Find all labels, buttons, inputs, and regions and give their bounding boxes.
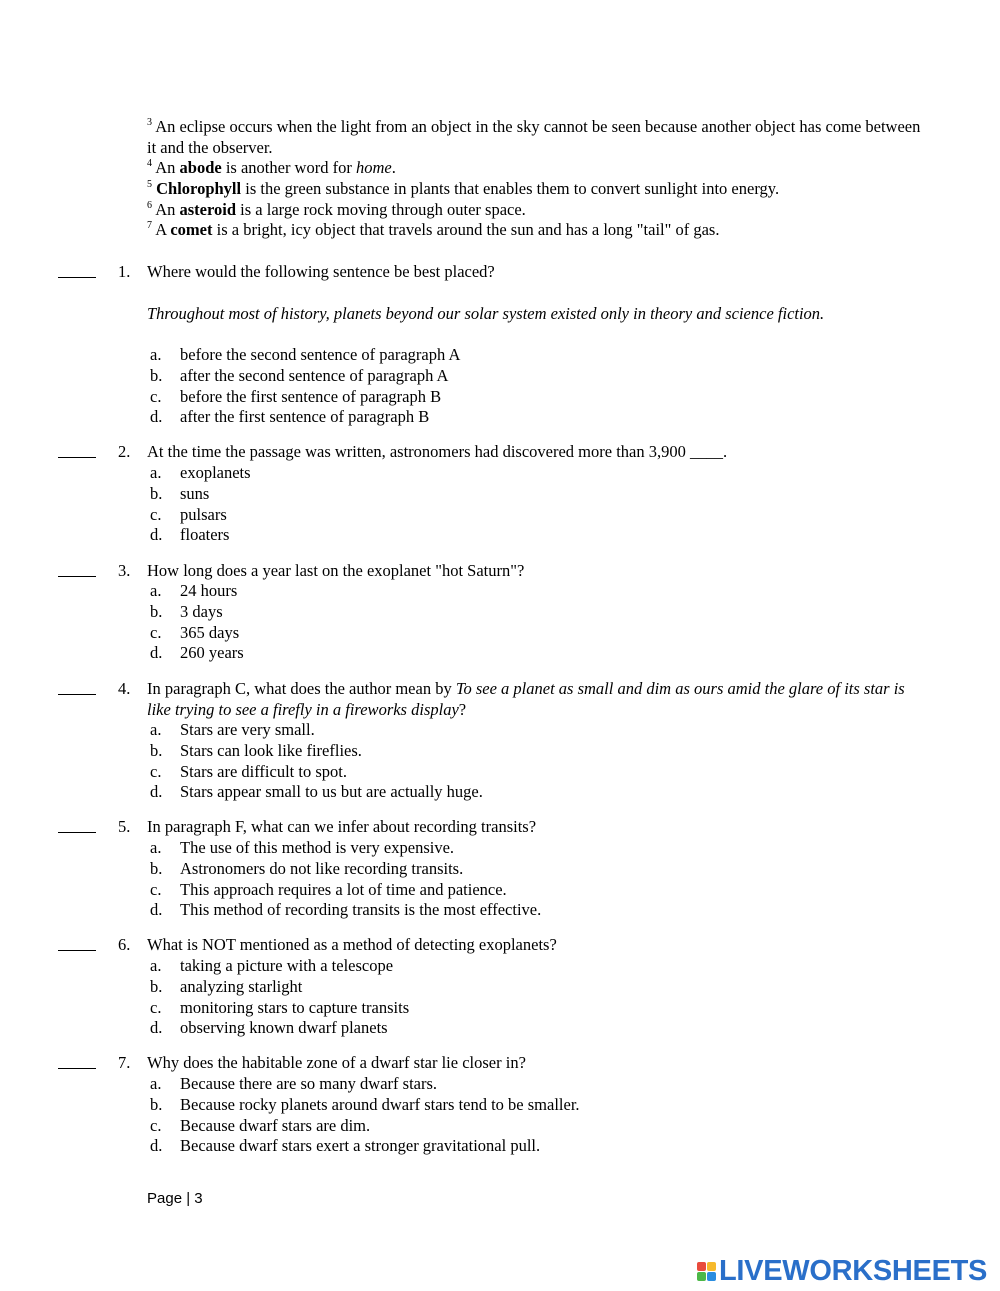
footnote-term: comet	[170, 220, 213, 239]
option-text: 24 hours	[180, 581, 238, 600]
liveworksheets-logo[interactable]	[697, 1254, 987, 1288]
option-letter: d.	[150, 407, 163, 427]
footnote-text: An eclipse occurs when the light from an object in the sky cannot be seen because another object has come between it and the observer.	[147, 117, 921, 157]
option-text: analyzing starlight	[180, 976, 303, 996]
option-letter: d.	[150, 643, 163, 663]
option-text: suns	[180, 483, 210, 503]
option[interactable]	[0, 956, 1000, 977]
question-stem	[147, 442, 917, 463]
footnote-text: is a large rock moving through outer space.	[236, 200, 526, 219]
options-list	[0, 956, 1000, 1039]
footnote-number: 6	[147, 199, 152, 211]
question-number: 4.	[118, 679, 131, 698]
logo-block	[707, 1262, 716, 1271]
question-stem	[147, 561, 917, 582]
option[interactable]	[0, 977, 1000, 998]
option-letter: a.	[150, 720, 162, 739]
question-number: 2.	[118, 442, 131, 461]
option[interactable]	[0, 602, 1000, 623]
option[interactable]	[0, 998, 1000, 1019]
option[interactable]	[0, 505, 1000, 526]
target-sentence: Throughout most of history, planets beyond our solar system existed only in theory and science fiction.	[147, 304, 825, 323]
option-letter: b.	[150, 483, 163, 503]
option-text: Stars appear small to us but are actually huge.	[180, 782, 483, 802]
footnote-number: 4	[147, 157, 152, 169]
option-letter: c.	[150, 997, 162, 1017]
option-letter: c.	[150, 622, 162, 642]
stem-text: At the time the passage was written, astronomers had discovered more than 3,900 ____.	[147, 442, 728, 461]
option-text: exoplanets	[180, 463, 251, 482]
option-text: pulsars	[180, 504, 227, 524]
option-letter: b.	[150, 740, 163, 760]
stem-text: How long does a year last on the exoplanet "hot Saturn"?	[147, 561, 525, 580]
footnote-emphasis: home	[355, 158, 392, 177]
footnote-term: asteroid	[179, 200, 237, 219]
option-letter: c.	[150, 761, 162, 781]
footnote	[147, 158, 927, 179]
option[interactable]	[0, 762, 1000, 783]
option[interactable]	[0, 525, 1000, 546]
option-letter: c.	[150, 1115, 162, 1135]
question-stem	[147, 679, 917, 720]
option-text: after the second sentence of paragraph A	[180, 365, 449, 385]
option-text: This approach requires a lot of time and patience.	[180, 879, 507, 899]
option-letter: a.	[150, 463, 162, 482]
option[interactable]	[0, 880, 1000, 901]
option[interactable]	[0, 720, 1000, 741]
logo-block	[697, 1262, 706, 1271]
question-number: 1.	[118, 262, 131, 281]
option[interactable]	[0, 859, 1000, 880]
option-text: monitoring stars to capture transits	[180, 997, 410, 1017]
footnote-text: An	[155, 200, 180, 219]
option-letter: d.	[150, 525, 163, 545]
option-letter: b.	[150, 1094, 163, 1114]
option-text: Astronomers do not like recording transits.	[180, 858, 464, 878]
option-letter: a.	[150, 838, 162, 857]
option[interactable]	[0, 1018, 1000, 1039]
footnote	[147, 220, 927, 241]
options-list	[0, 838, 1000, 921]
footnote	[147, 179, 927, 200]
option-letter: d.	[150, 900, 163, 920]
options-list	[0, 1074, 1000, 1157]
footnote-term: Chlorophyll	[156, 179, 242, 198]
footnote-term: abode	[179, 158, 222, 177]
footnote-text: is another word for	[221, 158, 356, 177]
option-letter: a.	[150, 956, 162, 975]
footnote	[147, 117, 927, 158]
option[interactable]	[0, 782, 1000, 803]
question-stem	[147, 262, 917, 283]
option[interactable]	[0, 407, 1000, 428]
option-letter: a.	[150, 1074, 162, 1093]
option-letter: b.	[150, 601, 163, 621]
logo-text: LIVEWORKSHEETS	[719, 1254, 988, 1287]
stem-text: Why does the habitable zone of a dwarf star lie closer in?	[147, 1053, 526, 1072]
question-number: 5.	[118, 817, 131, 836]
option-letter: a.	[150, 345, 162, 364]
option-letter: d.	[150, 1018, 163, 1038]
option-letter: d.	[150, 1136, 163, 1156]
question-number: 7.	[118, 1053, 131, 1072]
option-letter: b.	[150, 976, 163, 996]
option-text: taking a picture with a telescope	[180, 956, 394, 975]
option[interactable]	[0, 643, 1000, 664]
option-text: 3 days	[180, 601, 223, 621]
option-text: Stars can look like fireflies.	[180, 740, 362, 760]
logo-blocks-icon	[697, 1262, 716, 1281]
option[interactable]	[0, 838, 1000, 859]
footnote-number: 7	[147, 219, 152, 231]
option[interactable]	[0, 345, 1000, 366]
stem-text: Where would the following sentence be best placed?	[147, 262, 495, 281]
option-text: Because rocky planets around dwarf stars tend to be smaller.	[180, 1094, 580, 1114]
stem-text: What is NOT mentioned as a method of detecting exoplanets?	[147, 935, 557, 954]
option-text: after the first sentence of paragraph B	[180, 407, 430, 427]
question-stem	[147, 935, 917, 956]
footnote-text: A	[155, 220, 171, 239]
option-text: before the first sentence of paragraph B	[180, 386, 442, 406]
option-letter: c.	[150, 879, 162, 899]
option[interactable]	[0, 387, 1000, 408]
option[interactable]	[0, 900, 1000, 921]
option[interactable]	[0, 1116, 1000, 1137]
question-number: 3.	[118, 561, 131, 580]
option-text: Because dwarf stars exert a stronger gravitational pull.	[180, 1136, 541, 1156]
options-list	[0, 463, 1000, 546]
logo-block	[697, 1272, 706, 1281]
logo-block	[707, 1272, 716, 1281]
option-letter: d.	[150, 782, 163, 802]
option-text: floaters	[180, 525, 230, 545]
footnote-text: .	[391, 158, 396, 177]
option-text: 365 days	[180, 622, 240, 642]
option-text: Stars are difficult to spot.	[180, 761, 347, 781]
option[interactable]	[0, 1095, 1000, 1116]
option-text: observing known dwarf planets	[180, 1018, 388, 1038]
footnote-text: An	[155, 158, 180, 177]
question-stem	[147, 1053, 917, 1074]
stem-quote: To see a planet as small and dim as ours amid the glare of its star is like trying to see a firefly in a fireworks display	[147, 679, 905, 719]
option[interactable]	[0, 463, 1000, 484]
option-letter: c.	[150, 386, 162, 406]
option-text: Because there are so many dwarf stars.	[180, 1074, 438, 1093]
option[interactable]	[0, 484, 1000, 505]
stem-text: ?	[458, 699, 467, 719]
question-stem	[147, 817, 917, 838]
option-text: Stars are very small.	[180, 720, 315, 739]
page-number: Page | 3	[147, 1190, 203, 1207]
footnote-text: is the green substance in plants that enables them to convert sunlight into energy.	[241, 179, 780, 198]
option[interactable]	[0, 1074, 1000, 1095]
question-number: 6.	[118, 935, 131, 954]
option-letter: b.	[150, 365, 163, 385]
option-letter: b.	[150, 858, 163, 878]
option[interactable]	[0, 741, 1000, 762]
footnote-text: is a bright, icy object that travels around the sun and has a long "tail" of gas.	[212, 220, 720, 239]
footnote-number: 5	[147, 178, 152, 190]
option-letter: c.	[150, 504, 162, 524]
option-text: Because dwarf stars are dim.	[180, 1115, 371, 1135]
option-letter: a.	[150, 581, 162, 600]
footnote-number: 3	[147, 116, 152, 128]
option-text: before the second sentence of paragraph A	[180, 345, 461, 364]
stem-text: In paragraph C, what does the author mean by	[147, 679, 456, 698]
option-text: This method of recording transits is the most effective.	[180, 900, 542, 920]
option-text: The use of this method is very expensive.	[180, 838, 455, 857]
options-list	[0, 345, 1000, 428]
option[interactable]	[0, 623, 1000, 644]
stem-text: In paragraph F, what can we infer about recording transits?	[147, 817, 537, 836]
footnote	[147, 200, 927, 221]
option[interactable]	[0, 366, 1000, 387]
options-list	[0, 581, 1000, 664]
options-list	[0, 720, 1000, 803]
option-text: 260 years	[180, 643, 244, 663]
option[interactable]	[0, 1136, 1000, 1157]
option[interactable]	[0, 581, 1000, 602]
